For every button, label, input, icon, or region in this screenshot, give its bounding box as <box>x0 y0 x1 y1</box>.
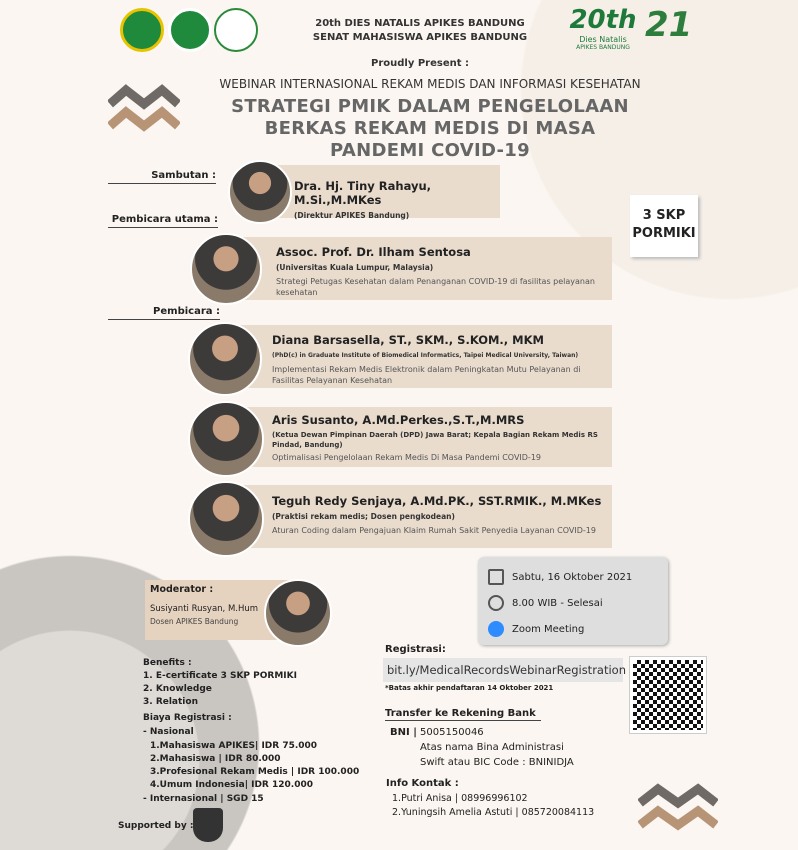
speaker-card: Teguh Redy Senjaya, A.Md.PK., SST.RMIK., M.MKes (Praktisi rekam medis; Dosen pengkodean) Aturan Coding dalam Pengajuan Klaim Rumah Sakit Penyedia Layanan COVID-19 <box>240 485 612 548</box>
logo-emblem <box>214 8 258 52</box>
logo-dies-natalis: 20th Dies Natalis APIKES BANDUNG <box>569 5 637 51</box>
speaker-card: Assoc. Prof. Dr. Ilham Sentosa (Universitas Kuala Lumpur, Malaysia) Strategi Petugas Kesehatan dalam Penanganan COVID-19 di fasilitas pelayanan kesehatan <box>238 237 612 300</box>
title-line: PANDEMI COVID-19 <box>330 140 530 161</box>
speaker-photo <box>188 481 264 557</box>
registration-label: Registrasi: <box>385 644 446 655</box>
fee-item: 2.Mahasiswa | IDR 80.000 <box>150 754 281 764</box>
contact-item: 1.Putri Anisa | 08996996102 <box>392 793 528 804</box>
contact-item: 2.Yuningsih Amelia Astuti | 085720084113 <box>392 807 595 818</box>
supported-by: Supported by : <box>118 821 194 831</box>
speaker-photo <box>190 233 262 305</box>
label-sambutan: Sambutan : <box>108 170 216 184</box>
title-line: STRATEGI PMIK DALAM PENGELOLAAN <box>231 96 629 117</box>
logo-apikes <box>120 8 164 52</box>
bank-account: 5005150046 <box>420 727 484 738</box>
bank-title: Transfer ke Rekening Bank <box>385 707 541 721</box>
title-line: BERKAS REKAM MEDIS DI MASA <box>264 118 596 139</box>
logo-21: 21 <box>645 5 693 45</box>
proudly-present: Proudly Present : <box>371 58 469 69</box>
skp-badge: 3 SKP PORMIKI <box>630 195 698 257</box>
event-info: Sabtu, 16 Oktober 2021 8.00 WIB - Selesai Zoom Meeting <box>478 557 668 645</box>
benefit-item: 3. Relation <box>143 697 198 707</box>
logo-senat <box>168 8 212 52</box>
moderator-card: Moderator : Susiyanti Rusyan, M.Hum Dosen APIKES Bandung <box>145 580 300 640</box>
label-pembicara-utama: Pembicara utama : <box>108 214 218 228</box>
header-line1: 20th DIES NATALIS APIKES BANDUNG <box>315 18 525 29</box>
bank-holder: Atas nama Bina Administrasi <box>420 742 564 753</box>
benefit-item: 1. E-certificate 3 SKP PORMIKI <box>143 671 297 681</box>
speaker-card: Dra. Hj. Tiny Rahayu, M.Si.,M.MKes (Direktur APIKES Bandung) <box>262 165 500 218</box>
header-line2: SENAT MAHASISWA APIKES BANDUNG <box>312 32 528 43</box>
speaker-card: Aris Susanto, A.Md.Perkes.,S.T.,M.MRS (Ketua Dewan Pimpinan Daerah (DPD) Jawa Barat; Kepala Bagian Rekam Medis RS Pindad, Bandung) Optimalisasi Pengelolaan Rekam Medis Di Masa Pandemi COVID-19 <box>240 407 612 467</box>
clock-icon <box>488 595 504 611</box>
webinar-subtitle: WEBINAR INTERNASIONAL REKAM MEDIS DAN INFORMASI KESEHATAN <box>219 77 641 91</box>
fees-national: - Nasional <box>143 727 194 737</box>
speaker-photo <box>228 160 292 224</box>
speaker-photo <box>188 322 262 396</box>
speaker-card: Diana Barsasella, ST., SKM., S.KOM., MKM (PhD(c) in Graduate Institute of Biomedical Informatics, Taipei Medical University, Taiwan) Implementasi Rekam Medis Elektronik dalam Peningkatan Mutu Pelayanan di Fasilitas Pelayanan Kesehatan <box>240 325 612 388</box>
registration-link[interactable]: bit.ly/MedicalRecordsWebinarRegistration <box>383 658 623 682</box>
zigzag-decoration <box>638 783 718 833</box>
moderator-photo <box>264 579 332 647</box>
bank-swift: Swift atau BIC Code : BNINIDJA <box>420 757 574 768</box>
zigzag-decoration <box>108 84 180 134</box>
fees-title: Biaya Registrasi : <box>143 713 232 723</box>
fee-item: 1.Mahasiswa APIKES| IDR 75.000 <box>150 741 318 751</box>
zoom-icon <box>488 621 504 637</box>
calendar-icon <box>488 569 504 585</box>
sponsor-logo <box>193 808 223 842</box>
benefits-title: Benefits : <box>143 658 192 668</box>
label-pembicara: Pembicara : <box>108 306 220 320</box>
fee-item: 4.Umum Indonesia| IDR 120.000 <box>150 780 313 790</box>
registration-deadline: *Batas akhir pendaftaran 14 Oktober 2021 <box>385 684 554 692</box>
fees-international: - Internasional | SGD 15 <box>143 794 264 804</box>
speaker-photo <box>188 401 264 477</box>
qr-code <box>630 657 706 733</box>
bank-name: BNI | <box>390 727 417 738</box>
benefit-item: 2. Knowledge <box>143 684 212 694</box>
fee-item: 3.Profesional Rekam Medis | IDR 100.000 <box>150 767 360 777</box>
contact-title: Info Kontak : <box>386 778 459 789</box>
